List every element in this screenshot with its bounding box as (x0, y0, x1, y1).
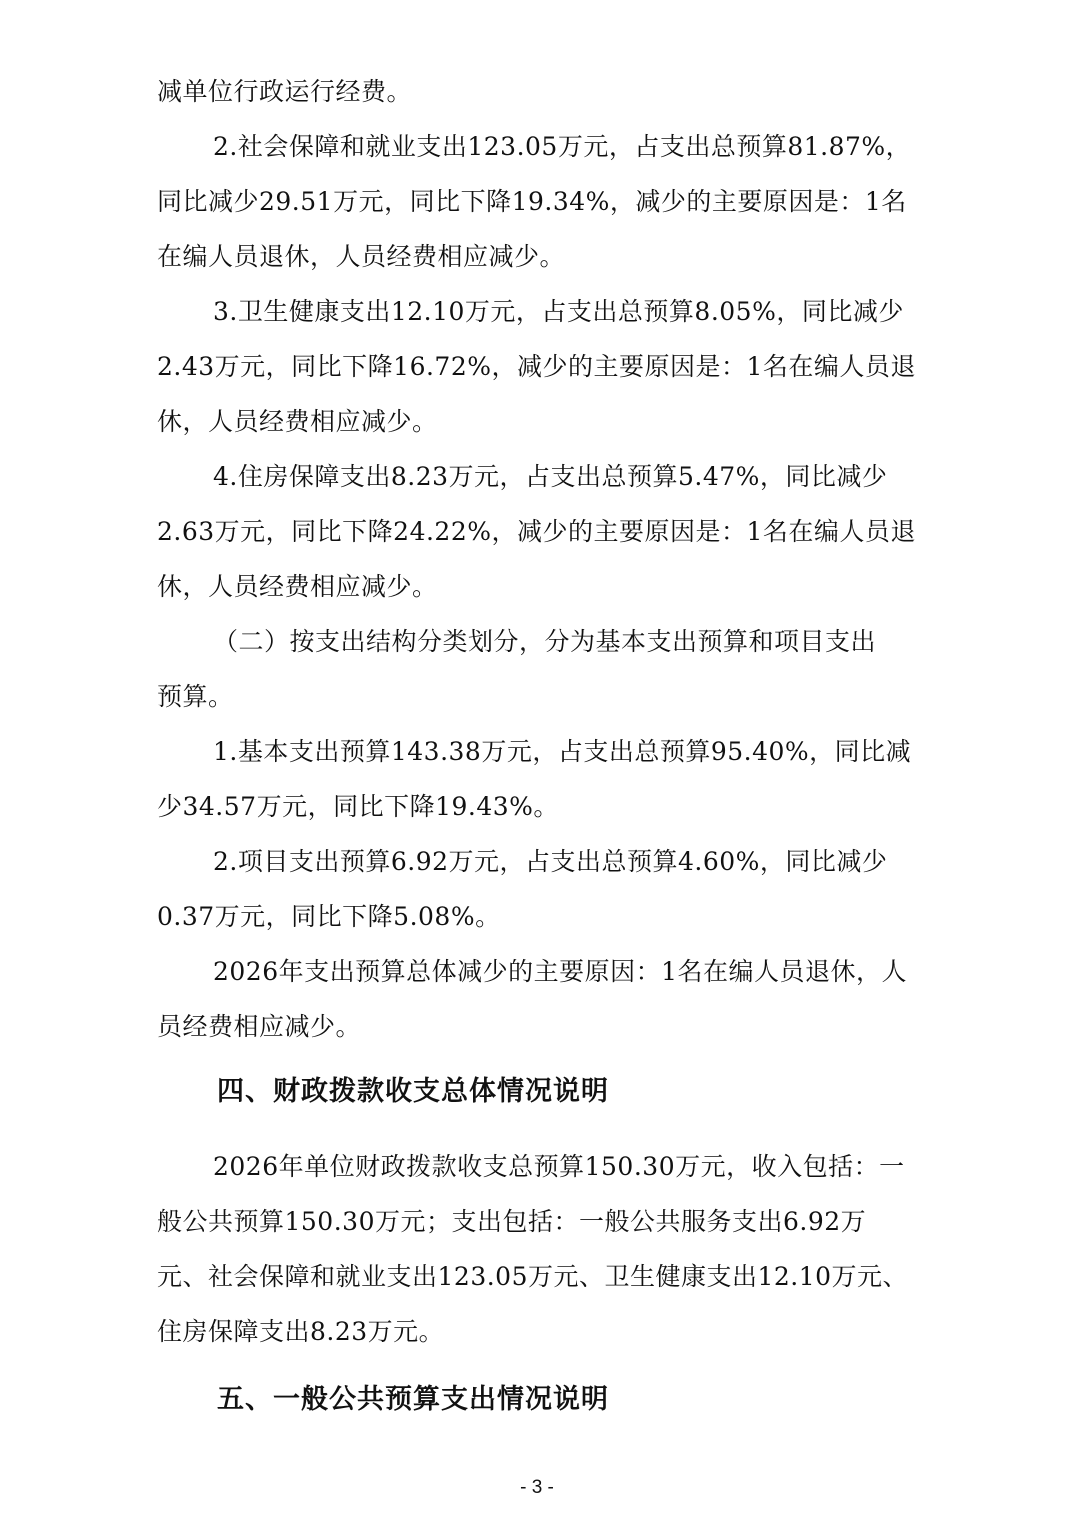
page-number: - 3 - (520, 1477, 554, 1498)
paragraph-line: 2026年单位财政拨款收支总预算150.30万元，收入包括：一 (213, 1152, 905, 1181)
paragraph-line: 4.住房保障支出8.23万元，占支出总预算5.47%，同比减少 (213, 462, 888, 491)
paragraph-line: （二）按支出结构分类划分，分为基本支出预算和项目支出 (213, 627, 877, 656)
paragraph-line: 1.基本支出预算143.38万元，占支出总预算95.40%，同比减 (213, 737, 912, 766)
paragraph-line: 2.项目支出预算6.92万元，占支出总预算4.60%，同比减少 (213, 847, 888, 876)
paragraph-line: 休，人员经费相应减少。 (157, 407, 438, 436)
paragraph-line: 住房保障支出8.23万元。 (157, 1317, 445, 1346)
section-heading: 五、一般公共预算支出情况说明 (217, 1384, 609, 1415)
paragraph-line: 2026年支出预算总体减少的主要原因：1名在编人员退休，人 (213, 957, 908, 986)
paragraph-line: 2.63万元，同比下降24.22%，减少的主要原因是：1名在编人员退 (157, 517, 916, 546)
paragraph-line: 休，人员经费相应减少。 (157, 572, 438, 601)
paragraph-line: 减单位行政运行经费。 (157, 77, 413, 106)
paragraph-line: 预算。 (157, 682, 234, 711)
paragraph-line: 同比减少29.51万元，同比下降19.34%，减少的主要原因是：1名 (157, 187, 907, 216)
paragraph-line: 2.43万元，同比下降16.72%，减少的主要原因是：1名在编人员退 (157, 352, 916, 381)
paragraph-line: 般公共预算150.30万元；支出包括：一般公共服务支出6.92万 (157, 1207, 867, 1236)
section-heading: 四、财政拨款收支总体情况说明 (217, 1076, 609, 1107)
paragraph-line: 3.卫生健康支出12.10万元，占支出总预算8.05%，同比减少 (213, 297, 904, 326)
paragraph-line: 在编人员退休，人员经费相应减少。 (157, 242, 566, 271)
paragraph-line: 2.社会保障和就业支出123.05万元，占支出总预算81.87%， (213, 132, 912, 161)
paragraph-line: 元、社会保障和就业支出123.05万元、卫生健康支出12.10万元、 (157, 1262, 909, 1291)
paragraph-line: 少34.57万元，同比下降19.43%。 (157, 792, 559, 821)
paragraph-line: 0.37万元，同比下降5.08%。 (157, 902, 501, 931)
paragraph-line: 员经费相应减少。 (157, 1012, 362, 1041)
